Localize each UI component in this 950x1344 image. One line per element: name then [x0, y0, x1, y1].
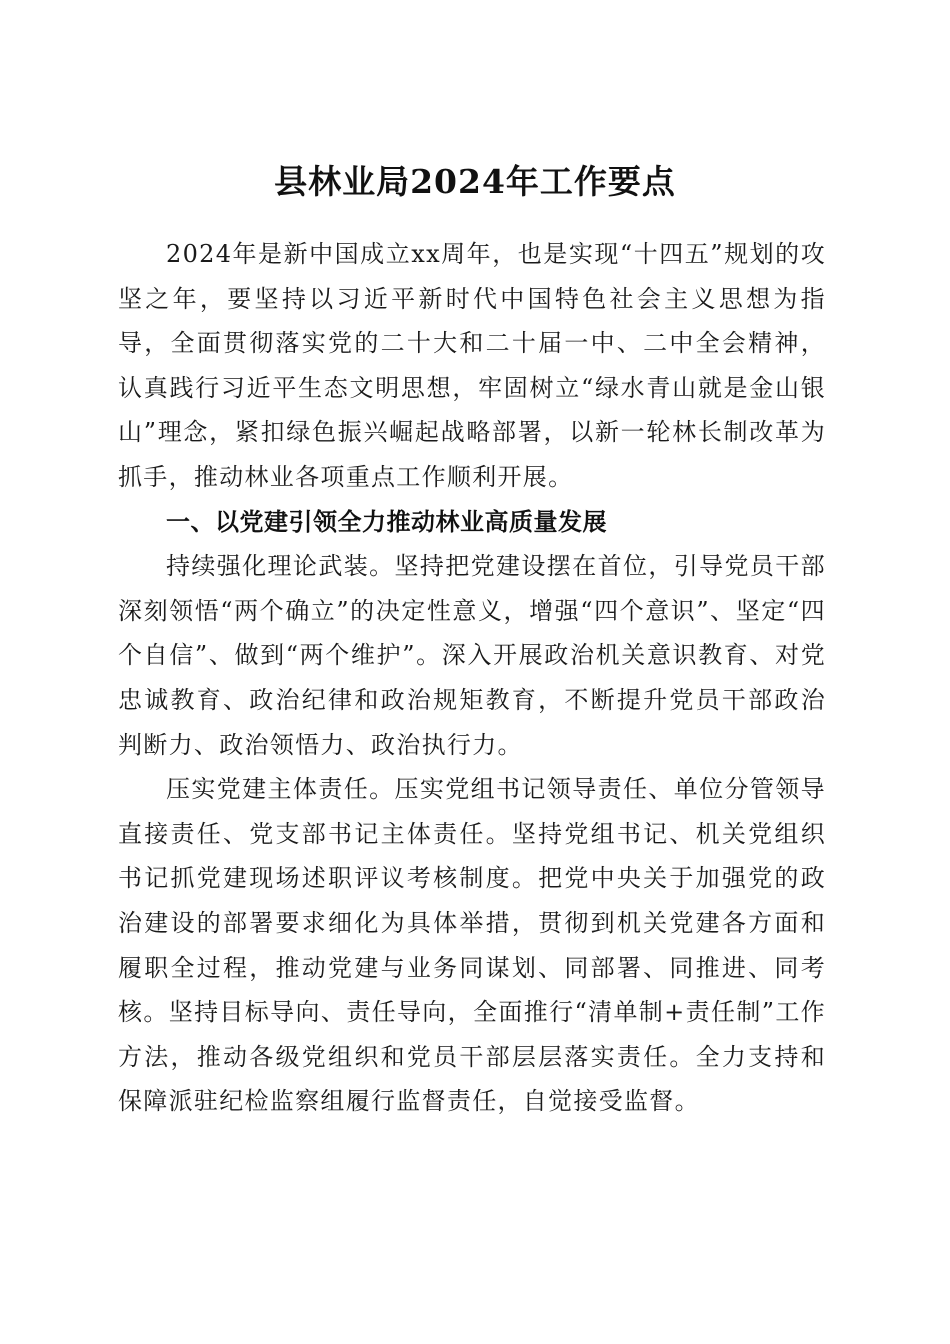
section-party-building — [118, 500, 826, 1124]
document-title: 县林业局2024年工作要点 — [274, 162, 676, 202]
paragraph-theory-arming: 持续强化理论武装。坚持把党建设摆在首位，引导党员干部深刻领悟“两个确立”的决定性意义，增强“四个意识”、坚定“四个自信”、做到“两个维护”。深入开展政治机关意识教育、对党忠诚教育、政治纪律和政治规矩教育，不断提升党员干部政治判断力、政治领悟力、政治执行力。 — [118, 552, 826, 759]
paragraph-responsibility: 压实党建主体责任。压实党组书记领导责任、单位分管领导直接责任、党支部书记主体责任。坚持党组书记、机关党组织书记抓党建现场述职评议考核制度。把党中央关于加强党的政治建设的部署要求细化为具体举措，贯彻到机关党建各方面和履职全过程，推动党建与业务同谋划、同部署、同推进、同考核。坚持目标导向、责任导向，全面推行“清单制+责任制”工作方法，推动各级党组织和党员干部层层落实责任。全力支持和保障派驻纪检监察组履行监督责任，自觉接受监督。 — [118, 775, 826, 1116]
document-body — [118, 232, 826, 1124]
intro-paragraph: 2024年是新中国成立xx周年，也是实现“十四五”规划的攻坚之年，要坚持以习近平新时代中国特色社会主义思想为指导，全面贯彻落实党的二十大和二十届一中、二中全会精神，认真践行习近平生态文明思想，牢固树立“绿水青山就是金山银山”理念，紧扣绿色振兴崛起战略部署，以新一轮林长制改革为抓手，推动林业各项重点工作顺利开展。 — [118, 240, 826, 491]
section-heading: 一、以党建引领全力推动林业高质量发展 — [166, 507, 607, 536]
